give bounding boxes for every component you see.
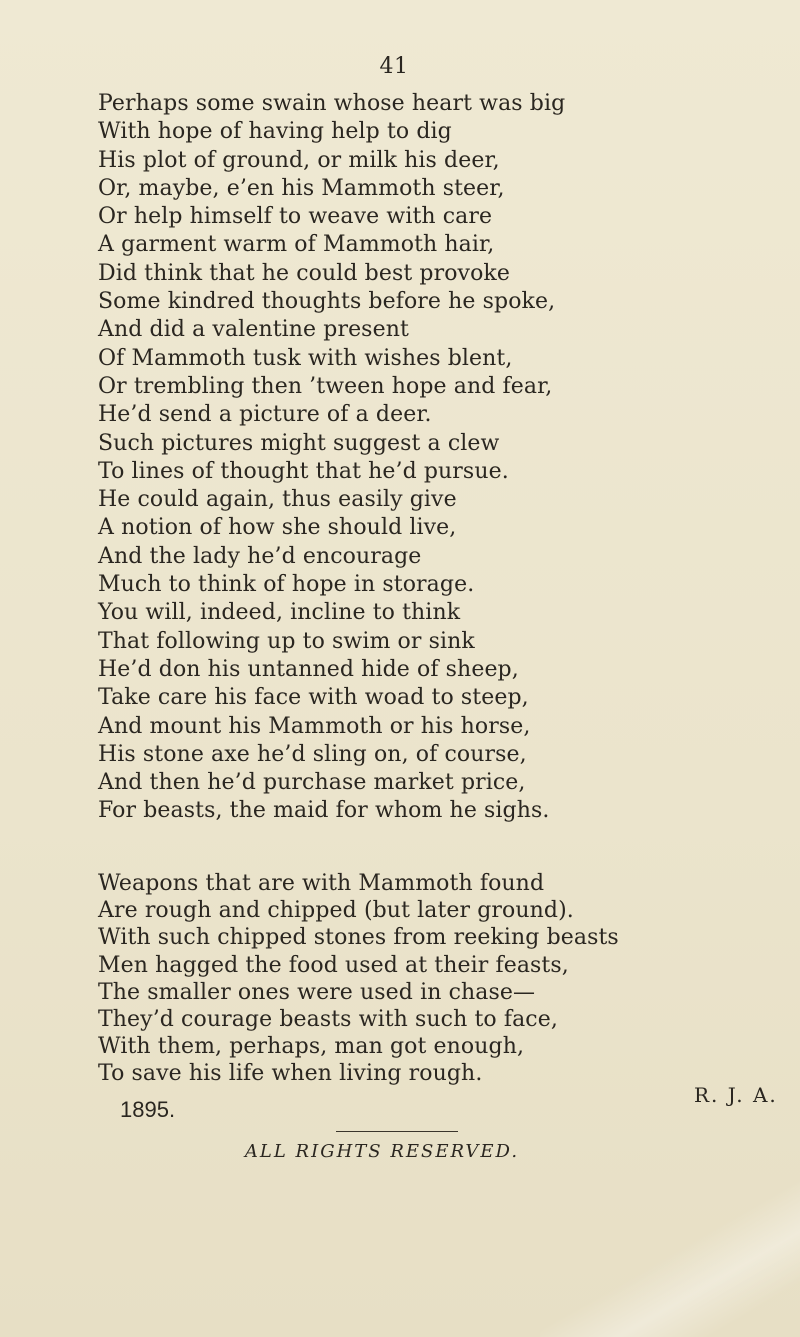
poem-line: He’d send a picture of a deer. (98, 402, 432, 428)
poem-line: With them, perhaps, man got enough, (98, 1034, 525, 1060)
poem-line: Men hagged the food used at their feasts, (98, 952, 569, 978)
rights-notice: ALL RIGHTS RESERVED. (244, 1141, 520, 1162)
poem-line: You will, indeed, incline to think (98, 600, 461, 626)
poem-line: Weapons that are with Mammoth found (98, 871, 545, 896)
poem-line: He’d don his untanned hide of sheep, (98, 656, 519, 682)
poem-line: He could again, thus easily give (98, 487, 457, 513)
poem-line: To save his life when living rough. (98, 1061, 483, 1087)
paper-fold-shading (540, 1137, 800, 1337)
poem-line: Such pictures might suggest a clew (98, 430, 500, 456)
poem-stanza-1 (98, 90, 565, 826)
poem-line: His stone axe he’d sling on, of course, (98, 741, 527, 767)
poem-line: And mount his Mammoth or his horse, (98, 713, 531, 739)
poem-line: The smaller ones were used in chase— (98, 979, 536, 1005)
poem-line: Or, maybe, e’en his Mammoth steer, (98, 175, 505, 201)
poem-line: And the lady he’d encourage (98, 543, 422, 569)
publication-year: 1895. (120, 1097, 176, 1122)
poem-line: They’d courage beasts with such to face, (98, 1006, 558, 1032)
poem-line: With hope of having help to dig (98, 119, 452, 145)
poem-line: Are rough and chipped (but later ground). (98, 898, 574, 924)
poem-line: Or trembling then ’tween hope and fear, (98, 373, 553, 399)
poem-line: Much to think of hope in storage. (98, 572, 475, 598)
poem-line: A garment warm of Mammoth hair, (98, 232, 495, 258)
poem-line: Or help himself to weave with care (98, 204, 493, 230)
page-number: 41 (379, 54, 409, 79)
poem-line: A notion of how she should live, (98, 515, 457, 541)
poem-line: For beasts, the maid for whom he sighs. (98, 798, 550, 824)
poem-line: Perhaps some swain whose heart was big (98, 91, 566, 116)
poem-line: Of Mammoth tusk with wishes blent, (98, 345, 513, 371)
poem-line: Take care his face with woad to steep, (98, 685, 529, 711)
poem-line: Did think that he could best provoke (98, 260, 510, 286)
poem-line: And then he’d purchase market price, (98, 770, 526, 796)
poem-line: To lines of thought that he’d pursue. (98, 458, 509, 484)
poem-line: With such chipped stones from reeking beasts (98, 925, 619, 951)
poem-line: His plot of ground, or milk his deer, (98, 147, 500, 173)
poem-stanza-2 (98, 870, 619, 1088)
poem-line: That following up to swim or sink (98, 628, 475, 654)
divider-rule (336, 1131, 458, 1132)
author-initials: R. J. A. (694, 1083, 778, 1107)
poem-line: Some kindred thoughts before he spoke, (98, 289, 556, 315)
poem-line: And did a valentine present (98, 317, 409, 343)
